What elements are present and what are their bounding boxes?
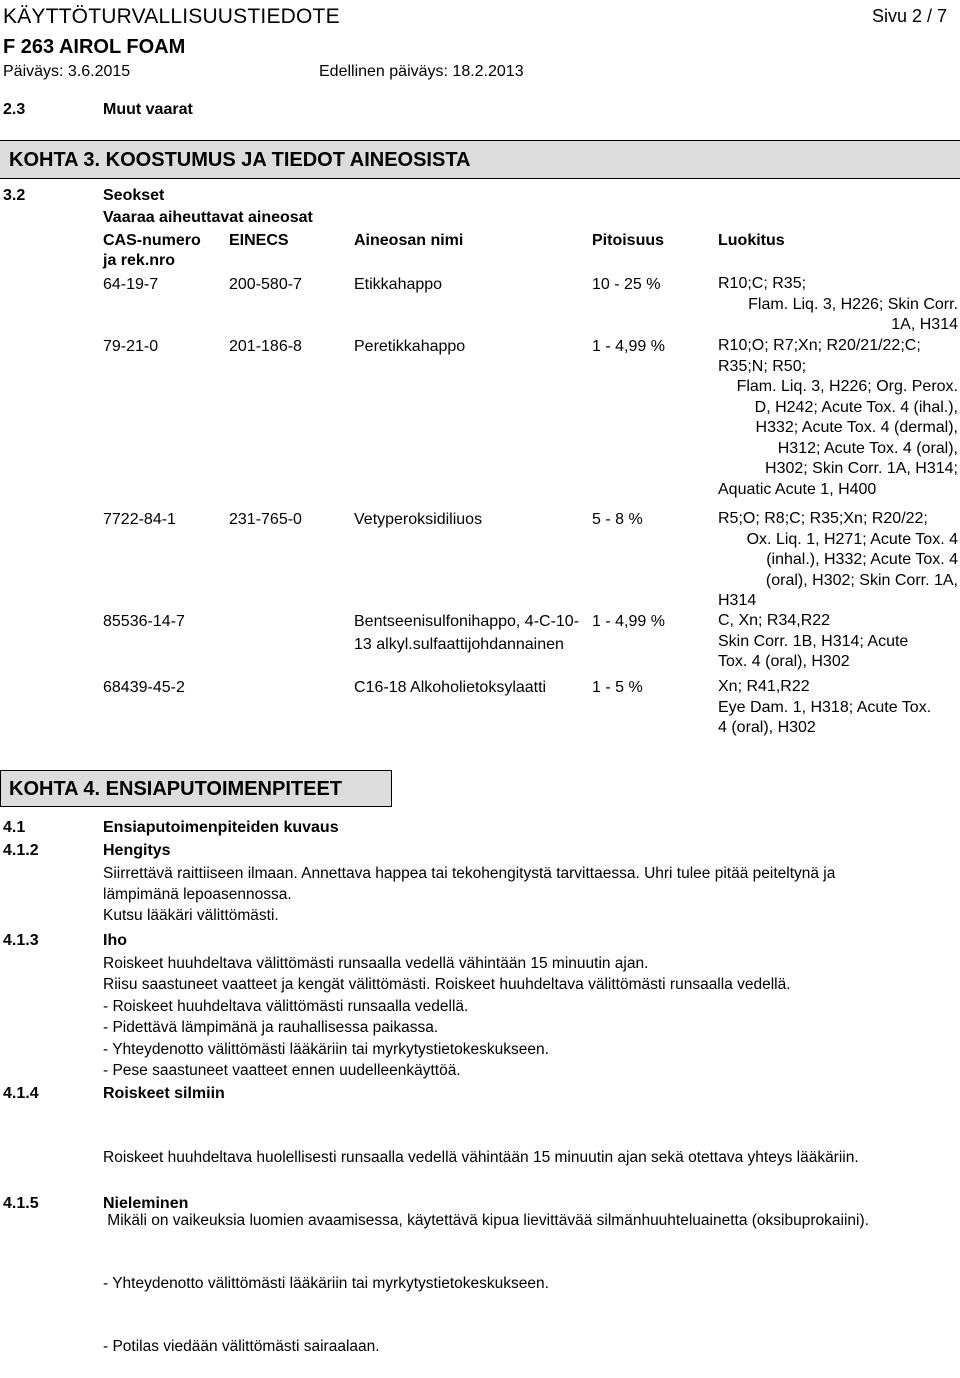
substance-name: Bentseenisulfonihappo, 4-C-10- xyxy=(354,613,580,630)
page-number: Sivu 2 / 7 xyxy=(872,6,948,26)
cas-number: 68439-45-2 xyxy=(103,679,185,696)
classification-line: Xn; R41,R22 xyxy=(718,678,810,695)
body-line: Riisu saastuneet vaatteet ja kengät välittömästi. Roiskeet huuhdeltava välittömästi runsaalla vedellä. xyxy=(103,976,791,994)
section-3-2-title: Seokset xyxy=(103,187,165,204)
cas-number: 64-19-7 xyxy=(103,276,159,293)
classification-line: 4 (oral), H302 xyxy=(718,719,816,736)
classification-line: C, Xn; R34,R22 xyxy=(718,612,831,629)
classification-line: H302; Skin Corr. 1A, H314; xyxy=(765,460,958,477)
issue-date: Päiväys: 3.6.2015 xyxy=(3,63,131,80)
column-header-cas-2: ja rek.nro xyxy=(103,252,176,269)
cas-number: 85536-14-7 xyxy=(103,613,185,630)
cas-number: 7722-84-1 xyxy=(103,511,176,528)
column-header-classification: Luokitus xyxy=(718,232,785,249)
section-4-1-3-body xyxy=(103,953,791,1081)
body-line: - Potilas viedään välittömästi sairaalaan. xyxy=(103,1338,380,1355)
body-line: Roiskeet huuhdeltava huolellisesti runsaalla vedellä vähintään 15 minuutin ajan sekä otettava yhteys lääkäriin. xyxy=(103,1149,859,1166)
section-3-2-number: 3.2 xyxy=(3,187,26,204)
section-4-1-2-title: Hengitys xyxy=(103,842,171,859)
concentration: 10 - 25 % xyxy=(592,276,661,293)
column-header-einecs: EINECS xyxy=(229,232,289,249)
section-4-1-number: 4.1 xyxy=(3,819,26,836)
body-line: - Pese saastuneet vaatteet ennen uudelleenkäyttöä. xyxy=(103,1062,461,1080)
section-4-1-3-title: Iho xyxy=(103,932,127,949)
body-line: Roiskeet huuhdeltava välittömästi runsaalla vedellä vähintään 15 minuutin ajan. xyxy=(103,955,649,972)
classification-line: Tox. 4 (oral), H302 xyxy=(718,653,850,670)
classification-line: H332; Acute Tox. 4 (dermal), xyxy=(755,419,958,436)
column-header-cas: CAS-numero xyxy=(103,232,201,249)
body-line: lämpimänä lepoasennossa. xyxy=(103,886,292,903)
einecs-number: 231-765-0 xyxy=(229,511,302,528)
classification-line: Aquatic Acute 1, H400 xyxy=(718,480,877,498)
classification-line: H312; Acute Tox. 4 (oral), xyxy=(777,439,958,457)
classification-line: R10;C; R35; xyxy=(718,275,807,292)
classification-line: R10;O; R7;Xn; R20/21/22;C; xyxy=(718,337,921,354)
classification xyxy=(718,677,958,739)
body-line: Siirrettävä raittiiseen ilmaan. Annettava happea tai tekohengitystä tarvittaessa. Uhri tulee pitää peiteltynä ja xyxy=(103,865,836,882)
section-4-1-2-body xyxy=(103,863,835,926)
einecs-number: 201-186-8 xyxy=(229,338,302,355)
column-header-content: Pitoisuus xyxy=(592,232,665,249)
classification xyxy=(718,274,958,336)
body-line: Kutsu lääkäri välittömästi. xyxy=(103,907,279,924)
concentration: 1 - 5 % xyxy=(592,679,643,696)
section-4-1-5-number: 4.1.5 xyxy=(3,1195,39,1212)
table-title: Vaaraa aiheuttavat aineosat xyxy=(103,209,313,226)
section-4-1-2-number: 4.1.2 xyxy=(3,842,39,859)
classification-line: (inhal.), H332; Acute Tox. 4 xyxy=(766,551,958,568)
section-2-3-title: Muut vaarat xyxy=(103,101,193,118)
classification-line: Eye Dam. 1, H318; Acute Tox. xyxy=(718,698,932,716)
concentration: 5 - 8 % xyxy=(592,511,643,528)
body-line: - Yhteydenotto välittömästi lääkäriin tai myrkytystietokeskukseen. xyxy=(103,1275,549,1292)
concentration: 1 - 4,99 % xyxy=(592,613,665,630)
classification-line: Ox. Liq. 1, H271; Acute Tox. 4 xyxy=(746,530,958,548)
einecs-number: 200-580-7 xyxy=(229,276,302,293)
substance-name: C16-18 Alkoholietoksylaatti xyxy=(354,679,547,696)
body-line: - Yhteydenotto välittömästi lääkäriin tai myrkytystietokeskukseen. xyxy=(103,1040,549,1058)
classification xyxy=(718,336,958,500)
classification-line: R35;N; R50; xyxy=(718,357,807,375)
document-title: KÄYTTÖTURVALLISUUSTIEDOTE xyxy=(3,5,340,28)
classification-line: Skin Corr. 1B, H314; Acute xyxy=(718,632,909,650)
classification-line: R5;O; R8;C; R35;Xn; R20/22; xyxy=(718,510,928,527)
concentration: 1 - 4,99 % xyxy=(592,338,665,355)
classification-line: (oral), H302; Skin Corr. 1A, xyxy=(765,571,958,589)
section-4-heading-bar xyxy=(0,770,392,807)
section-4-heading: KOHTA 4. ENSIAPUTOIMENPITEET xyxy=(9,778,342,800)
cas-number: 79-21-0 xyxy=(103,338,159,355)
substance-name: Etikkahappo xyxy=(354,276,443,293)
section-4-1-title: Ensiaputoimenpiteiden kuvaus xyxy=(103,819,339,836)
classification-line: 1A, H314 xyxy=(891,316,958,333)
section-4-1-5-title: Nieleminen xyxy=(103,1195,189,1212)
body-line: - Roiskeet huuhdeltava välittömästi runsaalla vedellä. xyxy=(103,997,469,1015)
column-header-name: Aineosan nimi xyxy=(354,232,464,249)
section-3-heading-bar xyxy=(0,140,960,179)
classification-line: H314 xyxy=(718,592,757,609)
body-line: Mikäli on vaikeuksia luomien avaamisessa, käytettävä kipua lievittävää silmänhuuhteluainetta (oksibuprokaiini). xyxy=(103,1212,869,1229)
substance-name: Peretikkahappo xyxy=(354,338,466,355)
product-name: F 263 AIROL FOAM xyxy=(3,36,186,58)
section-3-heading: KOHTA 3. KOOSTUMUS JA TIEDOT AINEOSISTA xyxy=(9,149,471,171)
substance-name-continued: 13 alkyl.sulfaattijohdannainen xyxy=(354,636,564,653)
section-4-1-3-number: 4.1.3 xyxy=(3,932,39,949)
previous-issue-date: Edellinen päiväys: 18.2.2013 xyxy=(319,63,524,80)
classification-line: Flam. Liq. 3, H226; Org. Perox. xyxy=(736,378,958,395)
substance-name: Vetyperoksidiliuos xyxy=(354,511,483,528)
classification-line: D, H242; Acute Tox. 4 (ihal.), xyxy=(754,398,958,416)
classification-line: Flam. Liq. 3, H226; Skin Corr. xyxy=(748,295,958,313)
section-4-1-4-title: Roiskeet silmiin xyxy=(103,1085,225,1102)
classification xyxy=(718,611,958,673)
body-line: - Pidettävä lämpimänä ja rauhallisessa paikassa. xyxy=(103,1019,439,1037)
section-4-1-4-body xyxy=(103,1105,869,1378)
classification xyxy=(718,509,958,612)
section-4-1-4-number: 4.1.4 xyxy=(3,1085,39,1102)
section-2-3-number: 2.3 xyxy=(3,101,26,118)
